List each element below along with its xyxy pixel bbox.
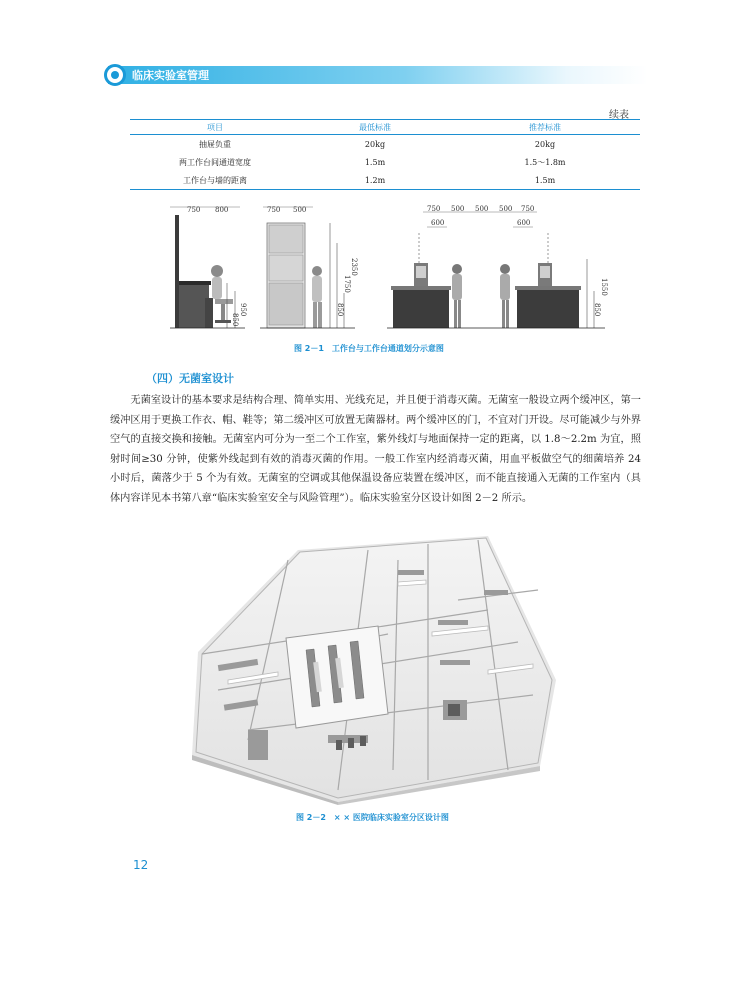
dim-label: 750 [267,206,281,214]
dim-label: 600 [431,219,445,227]
figure1-caption: 图 2－1 工作台与工作台通道划分示意图 [294,344,444,353]
dim-label: 500 [293,206,307,214]
dim-label: 1550 [600,278,608,296]
dim-label: 850 [231,313,239,327]
table-cell: 1.5m [364,157,386,167]
paragraph-text: 无菌室设计的基本要求是结构合理、简单实用、光线充足，并且便于消毒灭菌。无菌室一般设立两个缓冲区，第一缓冲区用于更换工作衣、帽、鞋等；第二缓冲区可放置无菌器材。两个缓冲区的门，不宜对门开设。尽可能减少与外界空气的直接交换和接触。无菌室内可分为一至二个工作室，紫外线灯与地面保持一定的距离，以 1.8～2.2m 为宜，照射时间≥30 分钟，使紫外线起到有效的消毒灭菌的作用。一般工作室内经消毒灭菌，用血平板做空气的细菌培养 24 小时后，菌落少于 5 个为有效。无菌室的空调或其他保温设备应装置在缓冲区，而不能直接通入无菌的工作室内（具体内容详见本书第八章“临床实验室安全与风险管理”）。临床实验室分区设计如图 2－2 所示。 [110,395,641,504]
table-row [130,153,640,171]
column-header: 项目 [130,120,300,135]
dim-label: 800 [215,206,229,214]
table-cell: 1.5～1.8m [524,157,566,167]
section-heading: （四）无菌室设计 [146,372,234,385]
island-benches-illustration [387,205,608,328]
table-row [130,171,640,190]
page-number: 12 [133,858,149,872]
dim-label: 500 [475,205,489,213]
body-paragraph [110,391,641,508]
table-caption: 续表 [609,110,629,121]
dim-label: 750 [427,205,441,213]
tall-cabinet-illustration [260,206,358,328]
seated-bench-illustration [170,206,247,328]
dim-label: 1750 [343,275,351,293]
column-header: 最低标准 [300,120,450,135]
workbench-clearance-figure [165,203,615,333]
dim-label: 850 [336,303,344,317]
dim-label: 600 [517,219,531,227]
header-bullet-icon [104,64,126,86]
dim-label: 500 [499,205,513,213]
dim-label: 750 [521,205,535,213]
dim-label: 850 [593,303,601,317]
table-cell: 20kg [534,139,556,149]
table-cell: 抽屉负重 [199,139,231,149]
table-row [130,135,640,154]
column-header: 推荐标准 [450,120,640,135]
table-cell: 两工作台间通道宽度 [179,157,251,167]
dim-label: 500 [451,205,465,213]
running-header: 临床实验室管理 [132,69,209,82]
table-cell: 工作台与墙的距离 [130,171,300,190]
figure2-caption: 图 2－2 × × 医院临床实验室分区设计图 [296,813,449,822]
dim-label: 950 [239,303,247,317]
table-cell: 1.5m [450,171,640,190]
standards-table [130,119,640,190]
table-cell: 20kg [364,139,386,149]
dim-label: 2350 [350,258,358,276]
table-cell: 1.2m [300,171,450,190]
dim-label: 750 [187,206,201,214]
lab-floorplan-figure [188,530,560,805]
